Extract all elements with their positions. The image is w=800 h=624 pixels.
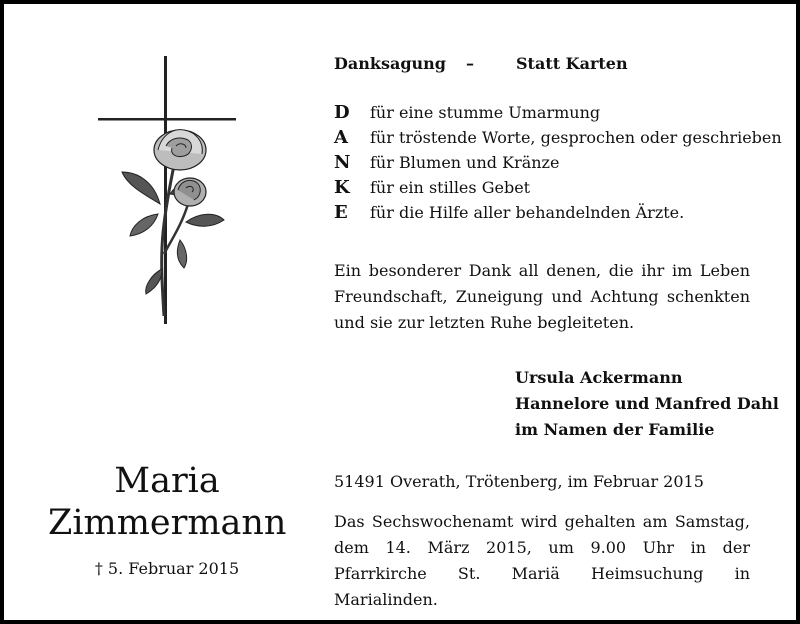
danke-row	[334, 125, 782, 150]
danke-text: für eine stumme Umarmung	[370, 103, 601, 122]
signature-line: Hannelore und Manfred Dahl	[515, 394, 779, 413]
danke-letter: E	[334, 202, 348, 223]
danke-letter: D	[334, 102, 350, 123]
deceased-name	[48, 460, 286, 544]
danke-row	[334, 200, 782, 225]
cross-with-rose-icon	[92, 54, 242, 329]
danke-acrostic	[334, 100, 782, 225]
danke-text: für die Hilfe aller behandelnden Ärzte.	[370, 203, 685, 222]
header-subtitle: Statt Karten	[516, 54, 628, 73]
danke-text: für Blumen und Kränze	[370, 153, 560, 172]
danke-text: für ein stilles Gebet	[370, 178, 531, 197]
signature-line: Ursula Ackermann	[515, 368, 683, 387]
deceased-last-name: Zimmermann	[48, 503, 287, 543]
danke-row	[334, 100, 782, 125]
service-announcement: Das Sechswochenamt wird gehalten am Samstag, dem 14. März 2015, um 9.00 Uhr in der Pfarrkirche St. Mariä Heimsuchung in Marialinden.	[334, 512, 750, 609]
place-date: 51491 Overath, Trötenberg, im Februar 2015	[334, 472, 704, 491]
danke-row	[334, 175, 782, 200]
thanks-paragraph: Ein besonderer Dank all denen, die ihr im Leben Freundschaft, Zuneigung und Achtung schenkten und sie zur letzten Ruhe begleiteten.	[334, 261, 750, 332]
header-line	[334, 54, 628, 73]
danke-letter: K	[334, 177, 350, 198]
header-title: Danksagung	[334, 54, 446, 73]
signature-line: im Namen der Familie	[515, 420, 715, 439]
danke-letter: A	[334, 127, 348, 148]
danke-row	[334, 150, 782, 175]
header-dash: –	[466, 54, 474, 73]
danke-letter: N	[334, 152, 351, 173]
death-date: † 5. Februar 2015	[94, 559, 240, 578]
danke-text: für tröstende Worte, gesprochen oder geschrieben	[370, 128, 782, 147]
deceased-first-name: Maria	[114, 461, 220, 501]
signature-block	[515, 365, 779, 443]
